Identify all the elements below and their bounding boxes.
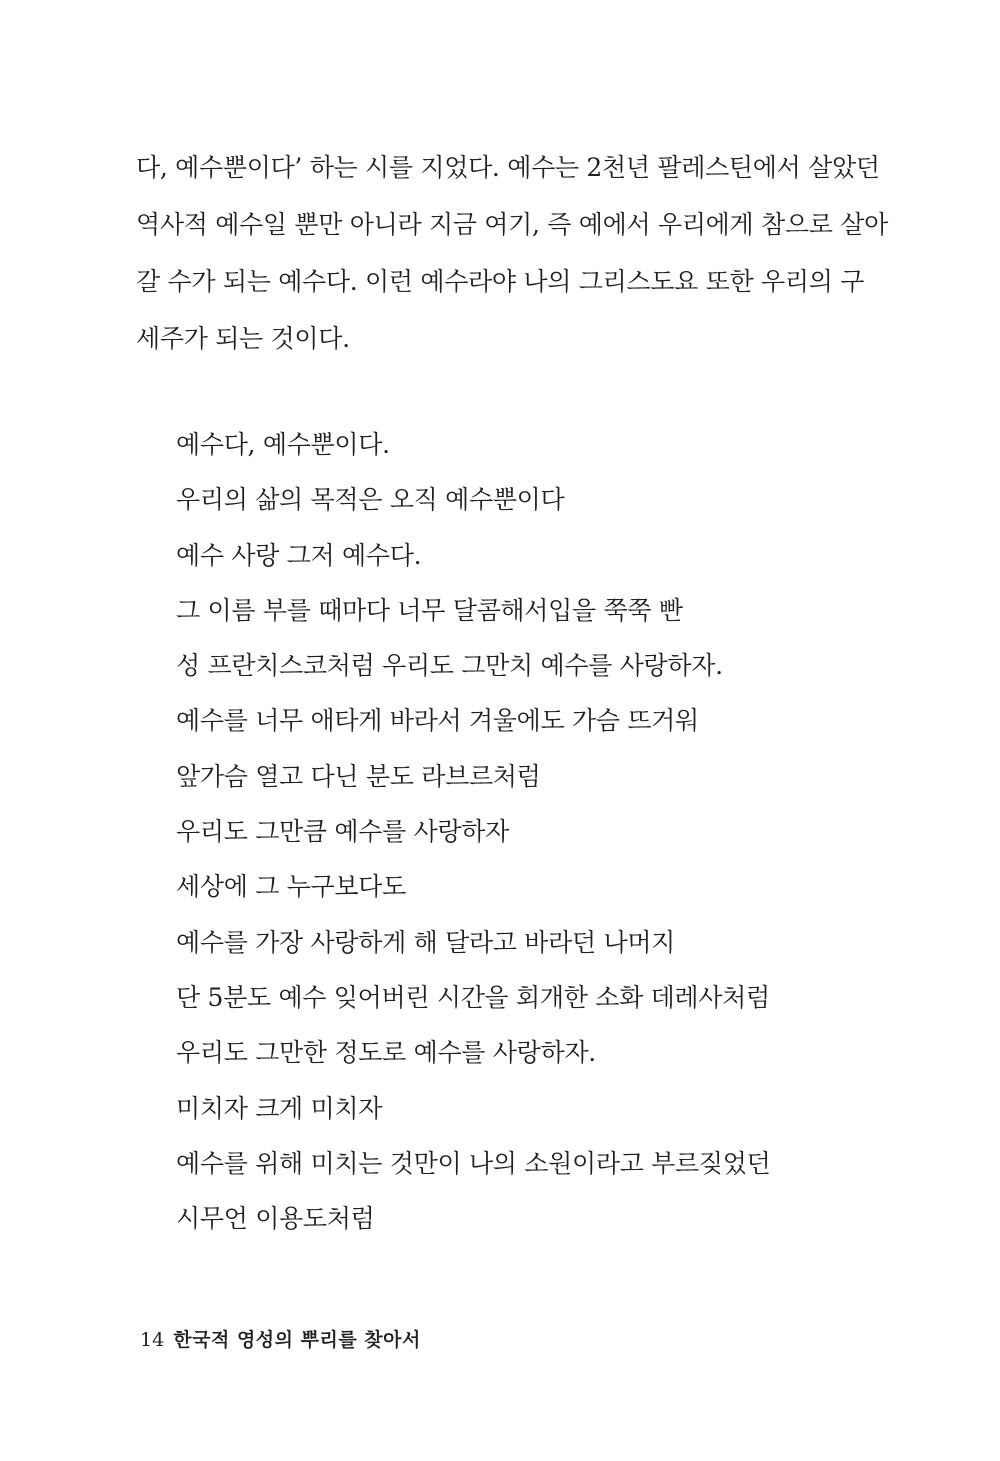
prose-line: 다, 예수뿐이다’ 하는 시를 지었다. 예수는 2천년 팔레스틴에서 살았던 bbox=[136, 153, 880, 182]
page-number: 14 bbox=[140, 1329, 165, 1351]
poem-line: 단 5분도 예수 잊어버린 시간을 회개한 소화 데레사처럼 bbox=[176, 982, 770, 1012]
poem-line: 우리도 그만한 정도로 예수를 사랑하자. bbox=[176, 1038, 596, 1068]
poem-line: 미치자 크게 미치자 bbox=[176, 1093, 383, 1123]
poem-line: 시무언 이용도처럼 bbox=[176, 1204, 375, 1234]
poem-line: 세상에 그 누구보다도 bbox=[176, 872, 406, 902]
prose-line: 세주가 되는 것이다. bbox=[136, 324, 350, 353]
poem-line: 그 이름 부를 때마다 너무 달콤해서입을 쭉쭉 빤 bbox=[176, 595, 683, 625]
prose-paragraph bbox=[136, 148, 888, 376]
poem-line: 예수를 가장 사랑하게 해 달라고 바라던 나머지 bbox=[176, 927, 676, 957]
prose-line: 역사적 예수일 뿐만 아니라 지금 여기, 즉 예에서 우리에게 참으로 살아 bbox=[136, 210, 888, 239]
poem-line: 성 프란치스코처럼 우리도 그만치 예수를 사랑하자. bbox=[176, 651, 723, 681]
prose-line: 갈 수가 되는 예수다. 이런 예수라야 나의 그리스도요 또한 우리의 구 bbox=[136, 267, 865, 296]
poem-line: 우리도 그만큼 예수를 사랑하자 bbox=[176, 817, 509, 847]
poem-block bbox=[176, 425, 816, 1254]
poem-line: 앞가슴 열고 다닌 분도 라브르처럼 bbox=[176, 761, 541, 791]
poem-line: 예수다, 예수뿐이다. bbox=[176, 430, 390, 459]
poem-line: 예수를 위해 미치는 것만이 나의 소원이라고 부르짖었던 bbox=[176, 1148, 771, 1178]
poem-line: 예수를 너무 애타게 바라서 겨울에도 가슴 뜨거워 bbox=[176, 706, 699, 736]
poem-line: 우리의 삶의 목적은 오직 예수뿐이다 bbox=[176, 485, 565, 515]
page-footer bbox=[140, 1325, 421, 1355]
poem-line: 예수 사랑 그저 예수다. bbox=[176, 540, 422, 570]
running-title: 한국적 영성의 뿌리를 찾아서 bbox=[173, 1329, 421, 1351]
